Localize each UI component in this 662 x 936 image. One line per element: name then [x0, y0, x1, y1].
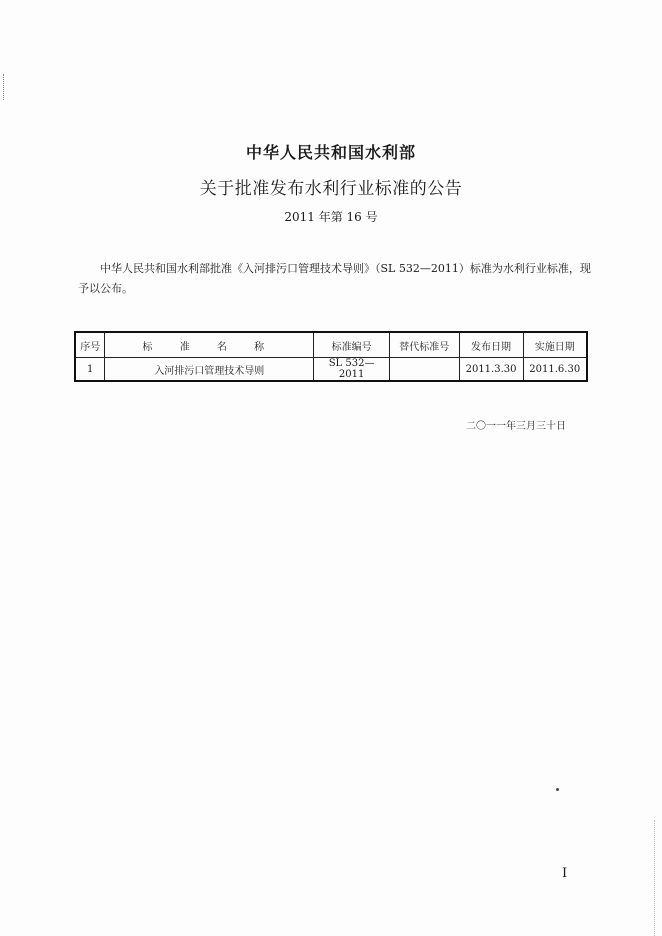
cell-replaced-code	[389, 358, 459, 382]
header-release-date: 发布日期	[459, 332, 523, 358]
scan-edge-line	[654, 820, 656, 936]
header-effective-date: 实施日期	[523, 332, 587, 358]
header-standard-name: 标 准 名 称	[105, 332, 314, 358]
announcement-body: 中华人民共和国水利部批准《入河排污口管理技术导则》（SL 532—2011）标准为水利行业标准，现予以公布。	[78, 262, 591, 295]
standards-table	[74, 331, 588, 382]
header-standard-code: 标准编号	[314, 332, 390, 358]
scan-edge-marks	[3, 74, 6, 100]
table-header-row	[75, 332, 587, 358]
cell-effective-date: 2011.6.30	[523, 358, 587, 382]
ministry-name: 中华人民共和国水利部	[245, 143, 416, 162]
announcement-title: 关于批准发布水利行业标准的公告	[199, 179, 463, 199]
cell-standard-name: 入河排污口管理技术导则	[105, 358, 314, 382]
page-number: I	[562, 866, 568, 881]
document-number: 2011 年第 16 号	[284, 210, 378, 224]
cell-standard-code: SL 532—2011	[314, 358, 390, 382]
scan-speck	[556, 788, 559, 791]
header-serial-number: 序号	[75, 332, 105, 358]
cell-serial-number: 1	[75, 358, 105, 382]
table-row	[75, 358, 587, 382]
issue-date: 二〇一一年三月三十日	[466, 421, 566, 432]
header-replaced-code: 替代标准号	[389, 332, 459, 358]
cell-release-date: 2011.3.30	[459, 358, 523, 382]
